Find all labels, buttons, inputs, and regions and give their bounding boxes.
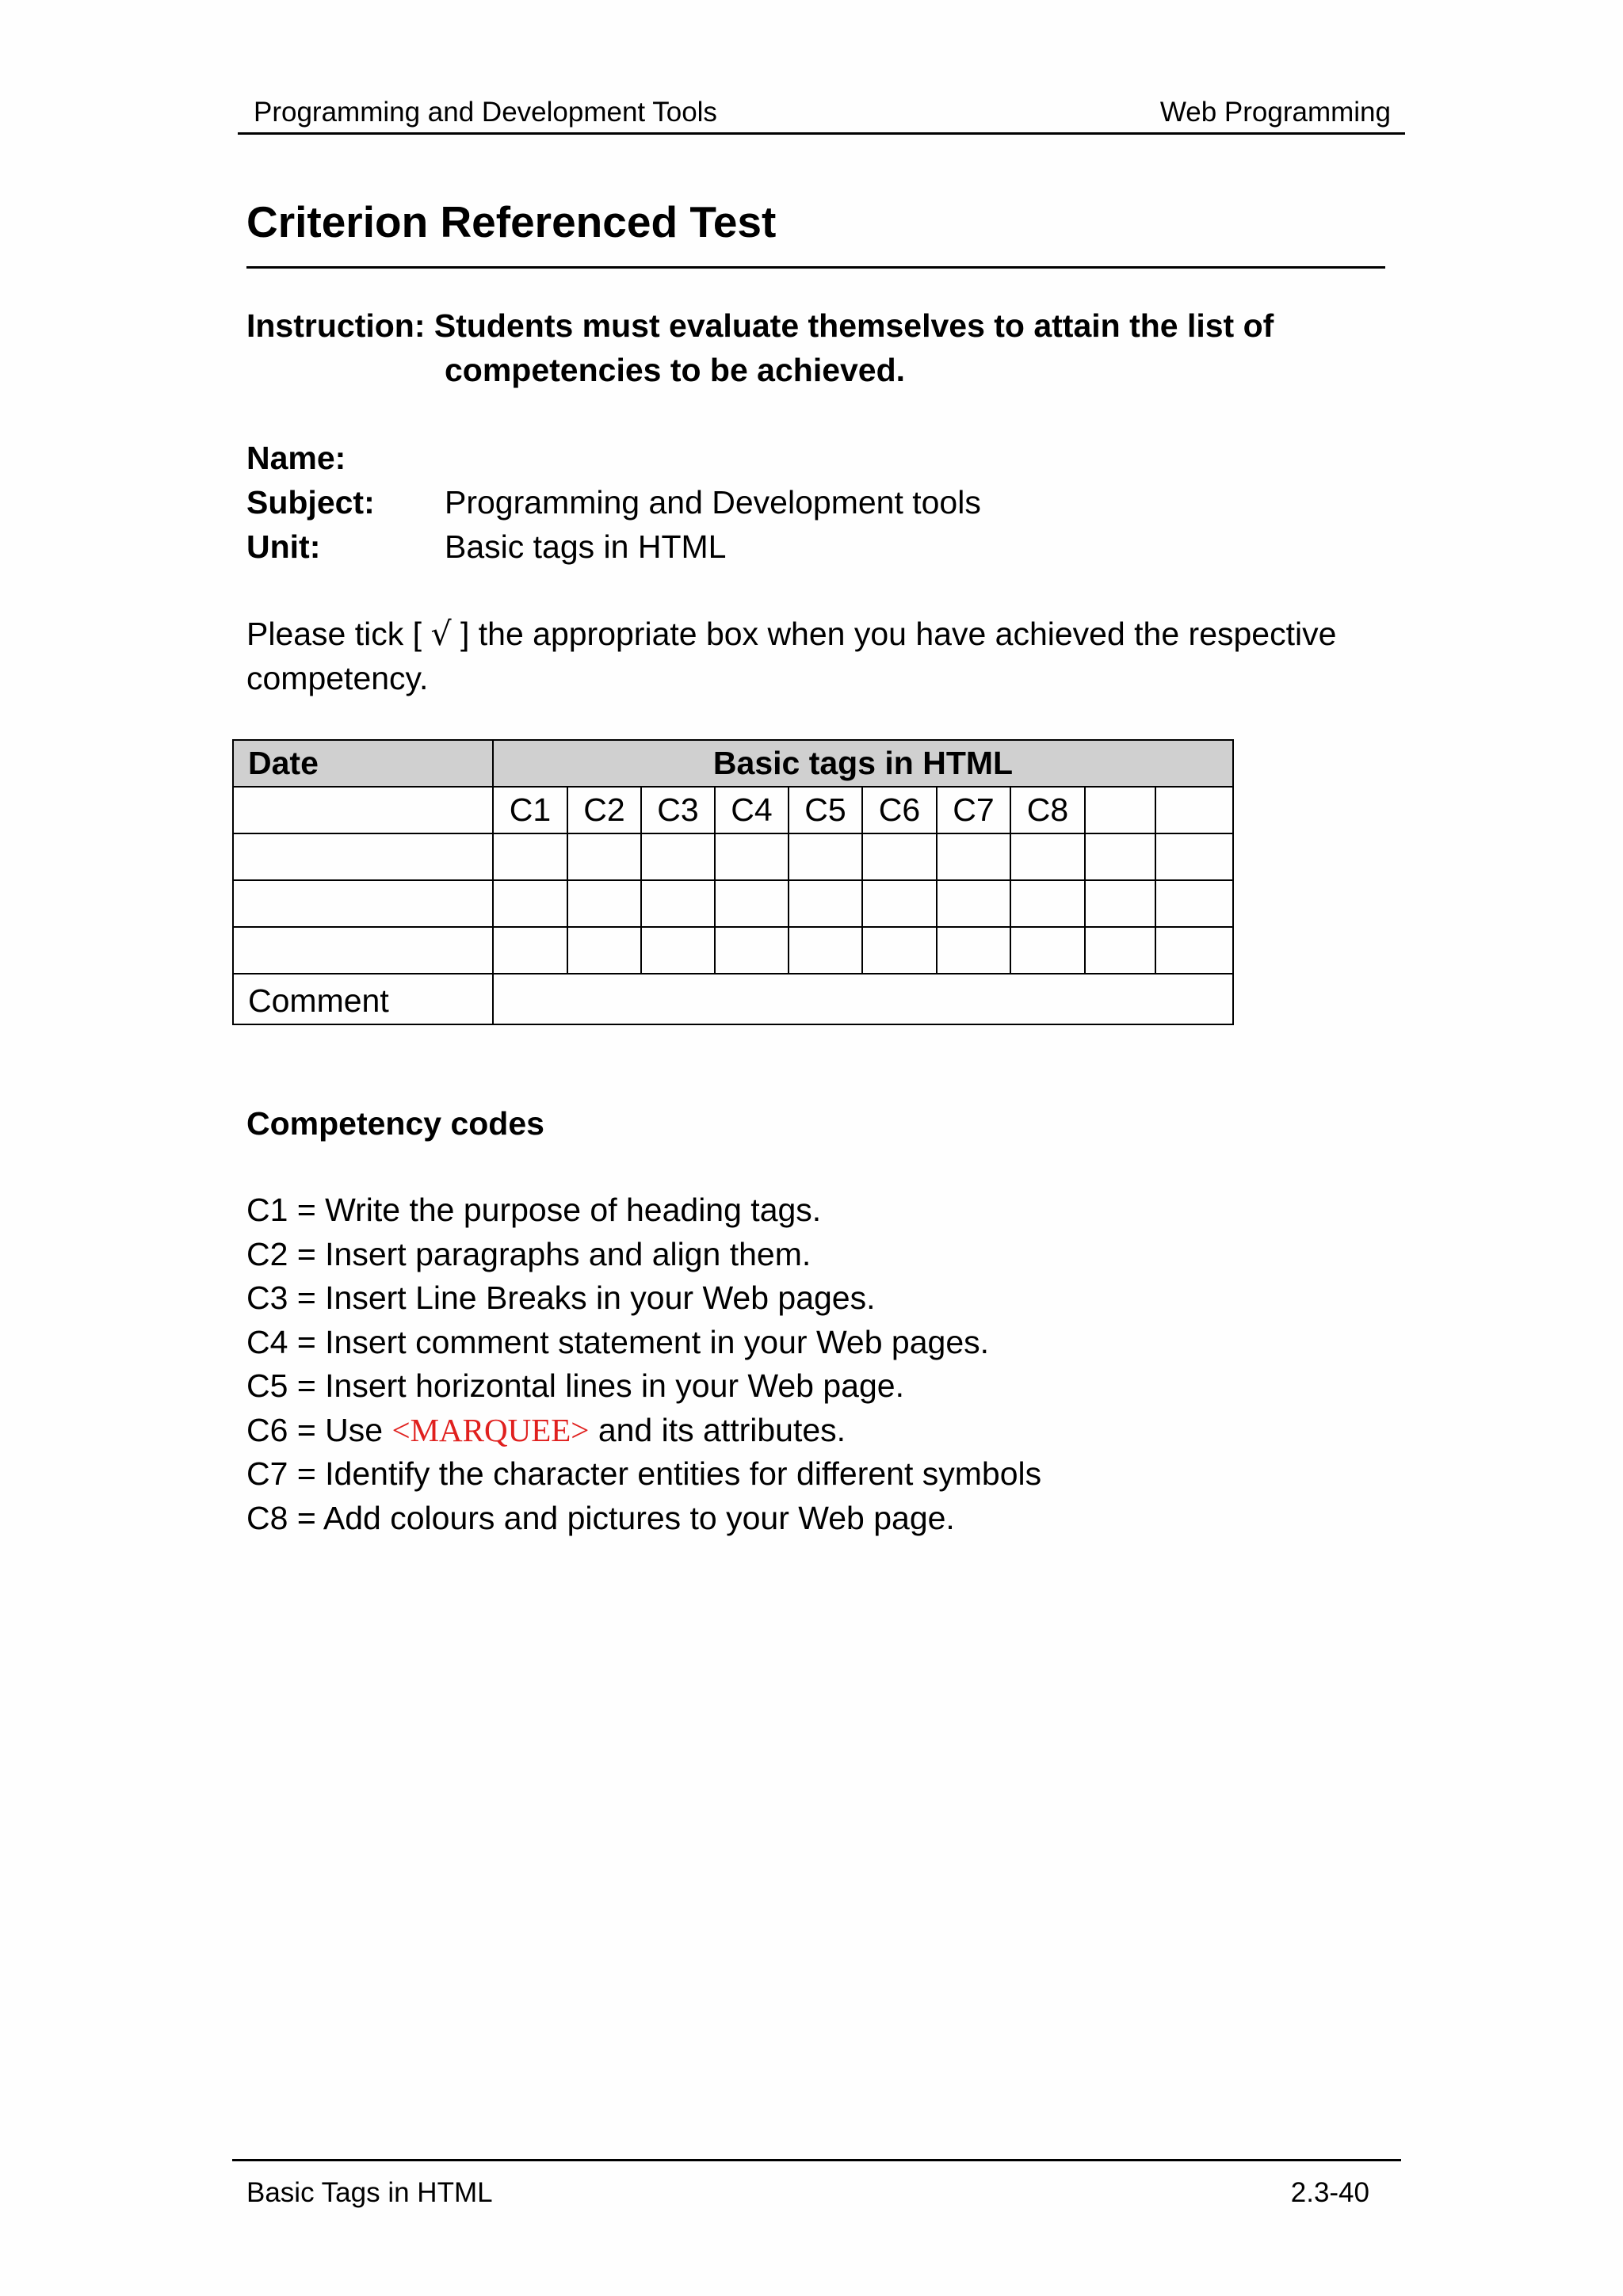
tick-box[interactable] <box>641 833 715 880</box>
code-text: Identify the character entities for different symbols <box>325 1455 1042 1492</box>
code-text: Insert comment statement in your Web pages. <box>325 1323 990 1360</box>
competency-heading: Competency codes <box>246 1105 544 1142</box>
tick-box[interactable] <box>641 927 715 974</box>
list-item: C3 = Insert Line Breaks in your Web pages. <box>246 1280 876 1316</box>
tick-box[interactable] <box>789 927 862 974</box>
date-cell[interactable] <box>233 833 493 880</box>
code-label: C5 <box>246 1367 288 1404</box>
code-label: C7 <box>246 1455 288 1492</box>
title-rule <box>246 266 1385 269</box>
date-header: Date <box>233 740 493 787</box>
running-header-right: Web Programming <box>1159 97 1391 128</box>
list-item: C2 = Insert paragraphs and align them. <box>246 1235 812 1272</box>
table-row <box>233 833 1233 880</box>
code-label: C4 <box>246 1323 288 1360</box>
tick-box[interactable] <box>493 927 567 974</box>
table-header-row <box>233 740 1233 787</box>
instruction <box>246 303 1274 348</box>
instruction-line2: competencies to be achieved. <box>445 352 906 388</box>
unit-label: Unit: <box>246 528 321 565</box>
tick-box[interactable] <box>937 833 1010 880</box>
list-item: C4 = Insert comment statement in your Web pages. <box>246 1323 990 1360</box>
tick-box[interactable] <box>1085 927 1155 974</box>
tick-instruction-line2: competency. <box>246 660 429 696</box>
comment-row <box>233 974 1233 1024</box>
tick-box[interactable] <box>789 880 862 927</box>
tick-box[interactable] <box>1085 880 1155 927</box>
code-cell: C8 <box>1010 787 1085 833</box>
comment-box[interactable] <box>493 974 1233 1024</box>
subject-value: Programming and Development tools <box>445 484 981 521</box>
code-cell: C1 <box>493 787 567 833</box>
page-title: Criterion Referenced Test <box>246 197 777 246</box>
tick-box[interactable] <box>1155 833 1233 880</box>
tick-instruction-before: Please tick [ <box>246 616 431 652</box>
tick-box[interactable] <box>1010 880 1085 927</box>
tick-box[interactable] <box>862 927 937 974</box>
tick-box[interactable] <box>1010 927 1085 974</box>
instruction-line1: Students must evaluate themselves to attain the list of <box>433 307 1274 344</box>
tick-box[interactable] <box>641 880 715 927</box>
code-cell: C2 <box>567 787 641 833</box>
instruction-label: Instruction: <box>246 307 426 344</box>
code-label: C6 <box>246 1411 288 1448</box>
tick-box[interactable] <box>715 927 789 974</box>
tick-box[interactable] <box>862 833 937 880</box>
code-text-suffix: and its attributes. <box>589 1411 846 1448</box>
code-label: C2 <box>246 1235 288 1272</box>
tick-instruction-after: ] the appropriate box when you have achieved the respective <box>451 616 1337 652</box>
date-cell[interactable] <box>233 787 493 833</box>
code-cell: C3 <box>641 787 715 833</box>
name-label: Name: <box>246 440 346 476</box>
tick-box[interactable] <box>567 880 641 927</box>
code-cell <box>1085 787 1155 833</box>
code-label: C8 <box>246 1499 288 1536</box>
date-cell[interactable] <box>233 927 493 974</box>
code-text: Insert paragraphs and align them. <box>325 1235 812 1272</box>
tick-box[interactable] <box>715 880 789 927</box>
footer-rule <box>232 2159 1401 2161</box>
code-text: Insert horizontal lines in your Web page. <box>325 1367 904 1404</box>
tick-box[interactable] <box>1155 927 1233 974</box>
header-rule <box>238 132 1405 135</box>
tick-box[interactable] <box>862 880 937 927</box>
list-item: C7 = Identify the character entities for different symbols <box>246 1455 1042 1492</box>
competency-list <box>246 1188 1041 1540</box>
tick-symbol: √ <box>430 615 452 653</box>
comment-label: Comment <box>233 974 493 1024</box>
code-cell: C4 <box>715 787 789 833</box>
date-cell[interactable] <box>233 880 493 927</box>
list-item: C6 = Use <MARQUEE> and its attributes. <box>246 1411 846 1448</box>
competency-table <box>232 739 1234 1025</box>
code-text: Write the purpose of heading tags. <box>325 1192 822 1228</box>
tick-box[interactable] <box>937 880 1010 927</box>
code-cell: C6 <box>862 787 937 833</box>
running-header-left: Programming and Development Tools <box>254 97 717 128</box>
field-name <box>246 436 445 480</box>
list-item: C8 = Add colours and pictures to your Web page. <box>246 1499 955 1536</box>
code-row <box>233 787 1233 833</box>
footer-left: Basic Tags in HTML <box>246 2177 493 2208</box>
tick-instruction <box>246 612 1336 656</box>
tick-box[interactable] <box>493 833 567 880</box>
tick-box[interactable] <box>1010 833 1085 880</box>
tick-box[interactable] <box>567 927 641 974</box>
tick-box[interactable] <box>493 880 567 927</box>
table-row <box>233 927 1233 974</box>
page-number: 2.3-40 <box>1290 2177 1369 2208</box>
field-subject <box>246 480 981 524</box>
list-item: C5 = Insert horizontal lines in your Web page. <box>246 1367 904 1404</box>
field-unit <box>246 524 726 569</box>
tick-box[interactable] <box>715 833 789 880</box>
code-text-prefix: Use <box>325 1411 392 1448</box>
tick-box[interactable] <box>937 927 1010 974</box>
subject-label: Subject: <box>246 484 375 521</box>
list-item: C1 = Write the purpose of heading tags. <box>246 1192 822 1228</box>
code-cell: C5 <box>789 787 862 833</box>
tick-box[interactable] <box>789 833 862 880</box>
tick-box[interactable] <box>1155 880 1233 927</box>
table-row <box>233 880 1233 927</box>
tick-box[interactable] <box>1085 833 1155 880</box>
code-cell <box>1155 787 1233 833</box>
marquee-tag: <MARQUEE> <box>391 1411 590 1448</box>
code-label: C3 <box>246 1280 288 1316</box>
code-text: Add colours and pictures to your Web page. <box>323 1499 955 1536</box>
unit-value: Basic tags in HTML <box>445 528 727 565</box>
tick-box[interactable] <box>567 833 641 880</box>
group-header: Basic tags in HTML <box>493 740 1233 787</box>
code-text: Insert Line Breaks in your Web pages. <box>325 1280 876 1316</box>
code-cell: C7 <box>937 787 1010 833</box>
code-label: C1 <box>246 1192 288 1228</box>
